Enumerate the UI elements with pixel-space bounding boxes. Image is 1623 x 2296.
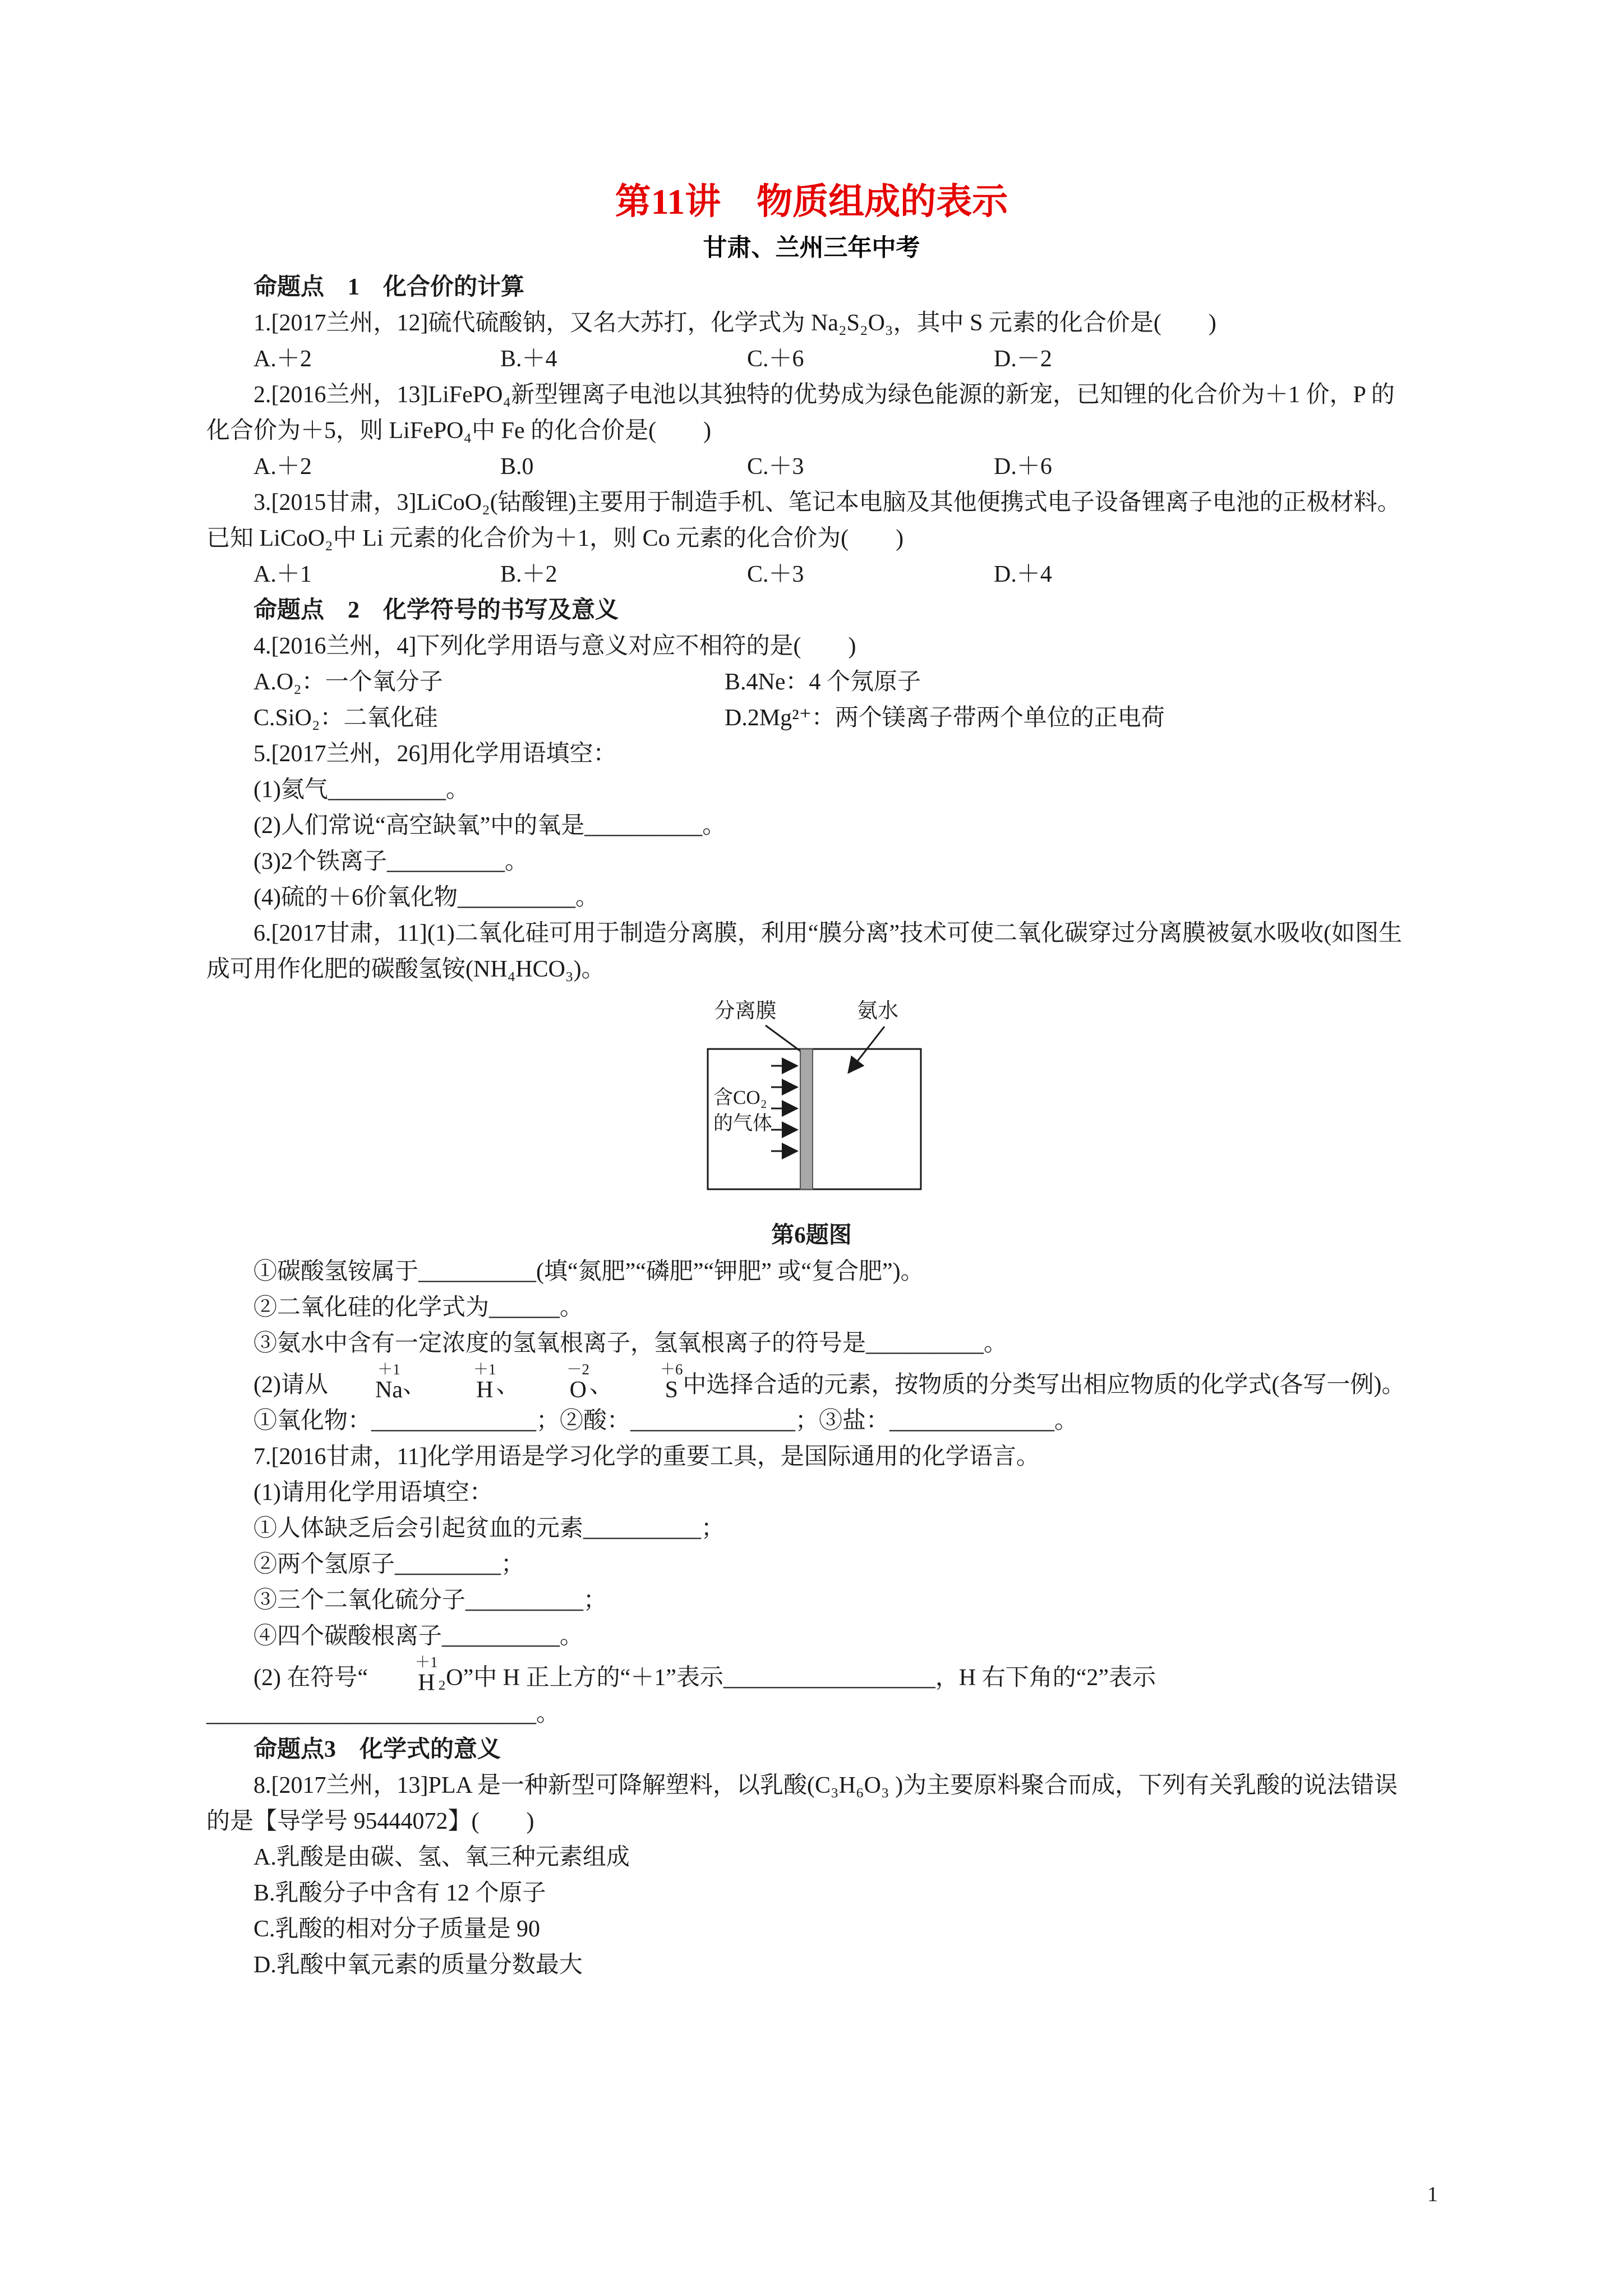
symbol-h2o-h: H	[418, 1670, 435, 1696]
q1-option-a: A.＋2	[253, 346, 312, 372]
q7-item-4: ④四个碳酸根离子__________。	[253, 1623, 584, 1649]
valence-h2o: ＋1	[415, 1654, 438, 1671]
membrane-strip	[800, 1049, 813, 1189]
q3-option-c: C.＋3	[747, 562, 804, 587]
page-subtitle: 甘肃、兰州三年中考	[703, 235, 920, 261]
element-s-with-valence	[613, 1361, 683, 1403]
q6-part2-blanks: ①氧化物：______________；②酸：______________；③盐：______________。	[253, 1408, 1078, 1434]
q2-stem: 2.[2016兰州，13]LiFePO₄新型锂离子电池以其独特的优势成为绿色能源的新宠，已知锂的化合价为＋1 价，P 的化合价为＋5，则 LiFePO₄中 Fe 的化合价是( )	[206, 382, 1395, 444]
q5-stem: 5.[2017兰州，26]用化学用语填空：	[253, 741, 617, 767]
ammonia-label: 氨水	[857, 1000, 898, 1023]
q1-option-d: D.－2	[994, 346, 1052, 372]
q6-sub-2: ②二氧化硅的化学式为______。	[253, 1295, 584, 1320]
q5-blank-4: (4)硫的＋6价氧化物__________。	[253, 885, 599, 910]
q6-stem: 6.[2017甘肃，11](1)二氧化硅可用于制造分离膜，利用“膜分离”技术可使二氧化碳穿过分离膜被氨水吸收(如图生成可用作化肥的碳酸氢铵(NH₄HCO₃)。	[206, 921, 1403, 982]
q5-blank-1: (1)氦气__________。	[253, 777, 469, 803]
q2-option-a: A.＋2	[253, 454, 312, 480]
q4-options-row-2	[206, 700, 1417, 736]
q8-option-b: B.乳酸分子中含有 12 个原子	[253, 1880, 546, 1906]
symbol-na: Na	[375, 1377, 403, 1403]
valence-na: ＋1	[377, 1361, 400, 1378]
q5-blank-3: (3)2个铁离子__________。	[253, 849, 528, 875]
q4-options-row-1	[206, 664, 1417, 700]
q8-option-d: D.乳酸中氧元素的质量分数最大	[253, 1952, 583, 1978]
q7-part2-mid: 中 H 正上方的“＋1”表示__________________，H 右下角的“2”表示	[473, 1665, 1156, 1691]
page-title: 第11讲 物质组成的表示	[615, 182, 1008, 222]
q8-option-c: C.乳酸的相对分子质量是 90	[253, 1916, 541, 1942]
q4-option-a: A.O₂：一个氧分子	[253, 669, 443, 695]
page-number: 1	[1427, 2183, 1438, 2206]
q3-option-a: A.＋1	[253, 562, 312, 587]
q2-option-d: D.＋6	[994, 454, 1052, 480]
q8-option-a: A.乳酸是由碳、氢、氧三种元素组成	[253, 1844, 630, 1870]
q2-options	[206, 449, 1417, 485]
element-na-with-valence	[328, 1361, 403, 1403]
membrane-label: 分离膜	[714, 1000, 777, 1023]
membrane-diagram	[615, 993, 1008, 1206]
q3-option-b: B.＋2	[500, 562, 557, 587]
symbol-h: H	[476, 1377, 494, 1403]
q4-option-d: D.2Mg²⁺：两个镁离子带两个单位的正电荷	[725, 705, 1165, 731]
q6-part2-prefix: (2)请从	[253, 1372, 328, 1398]
valence-s: ＋6	[660, 1361, 683, 1378]
separator: 、	[402, 1372, 426, 1398]
q6-sub-3: ③氨水中含有一定浓度的氢氧根离子，氢氧根离子的符号是__________。	[253, 1331, 1008, 1356]
q6-figure	[206, 993, 1417, 1217]
separator: 、	[496, 1372, 520, 1398]
valence-o: －2	[566, 1361, 589, 1378]
figure-caption: 第6题图	[771, 1222, 852, 1248]
q7-part2-prefix: (2) 在符号“	[253, 1665, 368, 1691]
q2-option-c: C.＋3	[747, 454, 804, 480]
q6-part2-suffix: 中选择合适的元素，按物质的分类写出相应物质的化学式(各写一例)。	[683, 1372, 1405, 1398]
q3-stem: 3.[2015甘肃，3]LiCoO₂(钴酸锂)主要用于制造手机、笔记本电脑及其他便携式电子设备锂离子电池的正极材料。已知 LiCoO₂中 Li 元素的化合价为＋1，则 Co 元素的化合价为( )	[206, 490, 1401, 551]
q7-part2	[206, 1654, 1417, 1696]
symbol-o: O	[569, 1377, 587, 1403]
q1-option-c: C.＋6	[747, 346, 804, 372]
element-h-with-valence	[426, 1361, 496, 1403]
valence-h: ＋1	[473, 1361, 496, 1378]
q4-stem: 4.[2016兰州，4]下列化学用语与意义对应不相符的是( )	[253, 633, 856, 659]
section-heading-1: 命题点 1 化合价的计算	[253, 274, 525, 300]
q6-sub-1: ①碳酸氢铵属于__________(填“氮肥”“磷肥”“钾肥” 或“复合肥”)。	[253, 1259, 924, 1285]
q7-item-3: ③三个二氧化硫分子__________；	[253, 1588, 607, 1613]
q5-blank-2: (2)人们常说“高空缺氧”中的氧是__________。	[253, 813, 726, 839]
formula-rest: ₂O”	[437, 1665, 474, 1691]
section-heading-2: 命题点 2 化学符号的书写及意义	[253, 597, 619, 623]
q7-item-2: ②两个氢原子_________；	[253, 1552, 525, 1577]
symbol-s: S	[665, 1377, 678, 1403]
q1-option-b: B.＋4	[500, 346, 557, 372]
gas-text-line2: 的气体	[713, 1112, 773, 1134]
q7-p1: (1)请用化学用语填空：	[253, 1480, 493, 1506]
q6-part2	[206, 1361, 1417, 1403]
q8-stem: 8.[2017兰州，13]PLA 是一种新型可降解塑料，以乳酸(C₃H₆O₃ )为主要原料聚合而成，下列有关乳酸的说法错误的是【导学号 95444072】( )	[206, 1773, 1398, 1834]
section-heading-3: 命题点3 化学式的意义	[253, 1737, 501, 1763]
q1-options	[206, 341, 1417, 377]
h-with-valence	[368, 1654, 438, 1696]
q2-option-b: B.0	[500, 454, 534, 480]
q1-stem: 1.[2017兰州，12]硫代硫酸钠，又名大苏打，化学式为 Na₂S₂O₃，其中 S 元素的化合价是( )	[253, 310, 1216, 336]
q3-options	[206, 556, 1417, 592]
separator: 、	[589, 1372, 614, 1398]
q4-option-c: C.SiO₂：二氧化硅	[253, 705, 438, 731]
q7-stem: 7.[2016甘肃，11]化学用语是学习化学的重要工具，是国际通用的化学语言。	[253, 1444, 1040, 1470]
q3-option-d: D.＋4	[994, 562, 1052, 587]
element-o-with-valence	[520, 1361, 590, 1403]
q4-option-b: B.4Ne：4 个氖原子	[725, 669, 921, 695]
q7-part2-cont: ____________________________。	[206, 1701, 560, 1727]
gas-text-line1: 含CO₂	[713, 1087, 767, 1108]
q7-item-1: ①人体缺乏后会引起贫血的元素__________；	[253, 1516, 725, 1542]
